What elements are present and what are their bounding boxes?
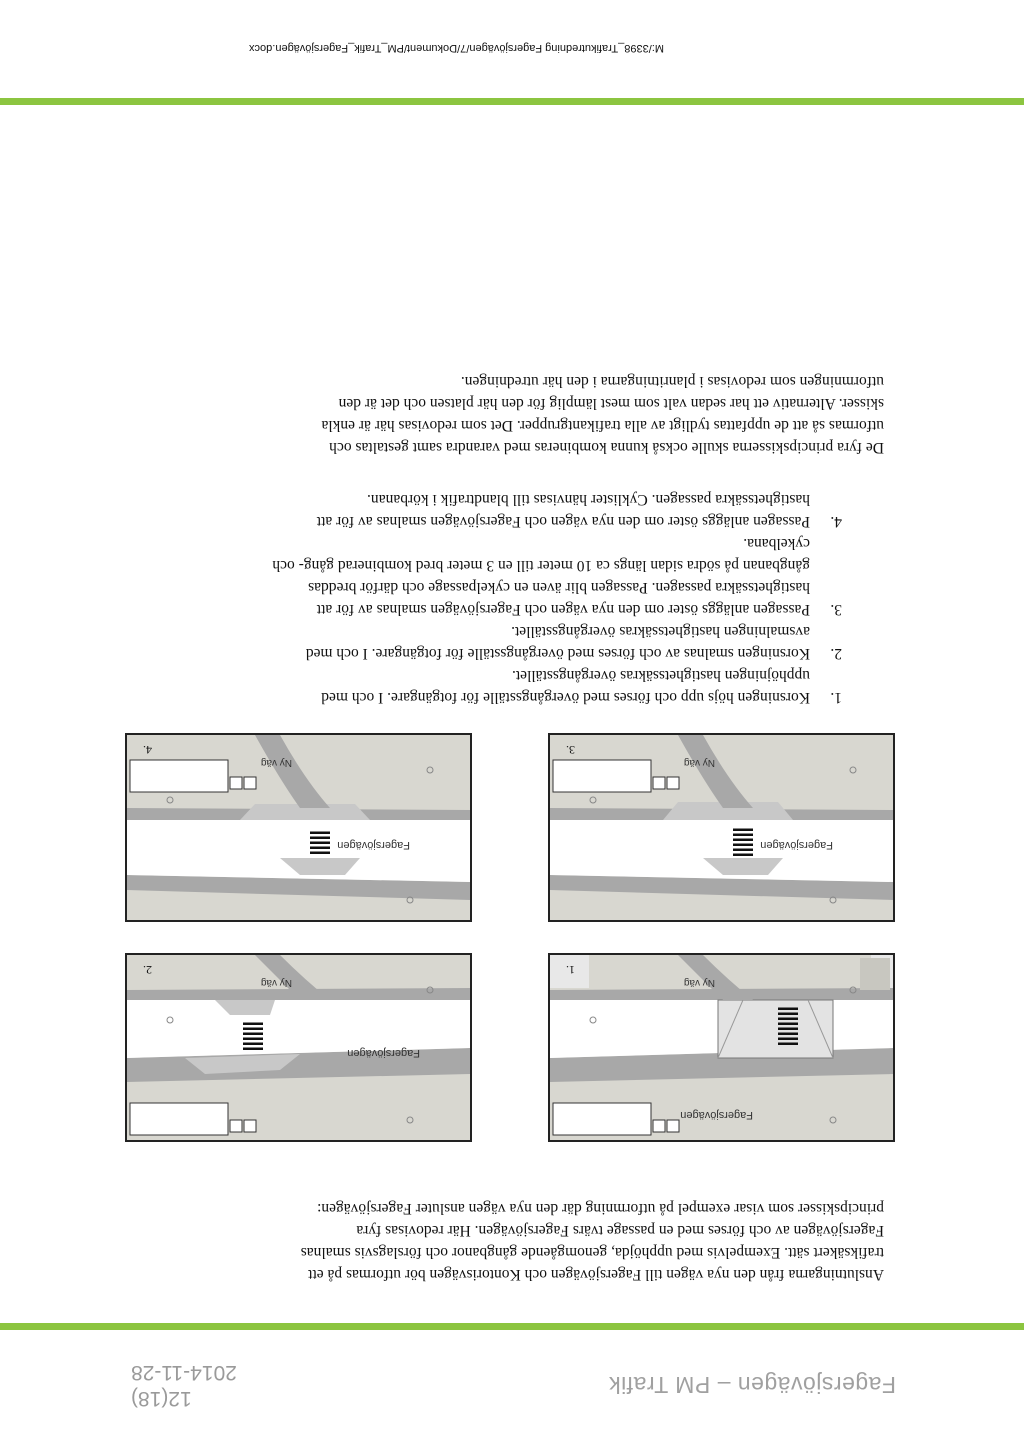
- list-item-line: avsmalningen hastighetssäkras övergångsstället.: [511, 623, 810, 640]
- list-item: [162, 532, 842, 620]
- zebra-stripe: [310, 832, 330, 835]
- sketch-figure-4: [125, 733, 472, 922]
- figure-number: 1.: [566, 963, 575, 977]
- list-item-line: Korsningen höjs upp och förses med övergångsställe för fotgängare. I och med: [321, 689, 810, 706]
- closing-line: De fyra principskisserna skulle också kunna kombineras med varandra samt gestaltas och: [329, 439, 884, 456]
- list-item-line: Passagen anläggs öster om den nya vägen och Fagersjövägen smalnas av för att: [316, 513, 810, 530]
- sketch-figure-2: [125, 953, 472, 1142]
- sketch-figure-1: [548, 953, 895, 1142]
- list-item-number: 4.: [830, 513, 842, 530]
- road-label: Fagersjövägen: [337, 839, 410, 851]
- option-list: [162, 488, 842, 708]
- list-item-line: cykelbana.: [743, 535, 810, 552]
- new-road-label: Ny väg: [683, 977, 715, 988]
- zebra-stripe: [243, 1043, 263, 1046]
- road-label: Fagersjövägen: [760, 839, 833, 851]
- zebra-stripe: [733, 834, 753, 837]
- zebra-stripe: [733, 844, 753, 847]
- list-item: [162, 664, 842, 708]
- zebra-stripe: [778, 1018, 798, 1021]
- zebra-stripe: [243, 1048, 263, 1051]
- figure-number: 3.: [566, 743, 575, 757]
- zebra-stripe: [243, 1033, 263, 1036]
- top-divider: [0, 1323, 1024, 1330]
- closing-line: skisser. Alternativ ett har sedan valt som mest lämplig för den här platsen och det är den: [338, 395, 884, 412]
- intro-paragraph: [164, 1197, 884, 1285]
- list-item: [162, 488, 842, 532]
- intro-line: trafiksäkert sätt. Exempelvis med upphöjda, genomgående gångbanor och förslagsvis smalnas: [300, 1244, 884, 1261]
- intro-line: Anslutningarna från den nya vägen till Fagersjövägen och Kontorisvägen bör utformas på ett: [308, 1266, 884, 1283]
- figure-number: 4.: [143, 743, 152, 757]
- zebra-stripe: [243, 1028, 263, 1031]
- zebra-stripe: [733, 829, 753, 832]
- list-item-number: 1.: [830, 689, 842, 706]
- document-date: 2014-11-28: [131, 1361, 237, 1384]
- zebra-stripe: [778, 1043, 798, 1046]
- zebra-stripe: [778, 1023, 798, 1026]
- list-item-line: gångbanan på södra sidan längs ca 10 meter till en 3 meter bred kombinerad gång- och: [272, 557, 810, 574]
- zebra-stripe: [733, 854, 753, 857]
- zebra-stripe: [310, 852, 330, 855]
- figure-number: 2.: [143, 963, 152, 977]
- zebra-stripe: [310, 847, 330, 850]
- page-number: 12(18): [131, 1387, 192, 1410]
- zebra-stripe: [778, 1008, 798, 1011]
- zebra-stripe: [310, 837, 330, 840]
- zebra-stripe: [778, 1013, 798, 1016]
- list-item-line: Korsningen smalnas av och förses med övergångsställe för fotgängare. I och med: [305, 645, 810, 662]
- new-road-label: Ny väg: [260, 977, 292, 988]
- intro-line: Fagersjövägen av och förses med en passage tvärs Fagersjövägen. Här redovisas fyra: [356, 1222, 884, 1239]
- new-road-label: Ny väg: [683, 757, 715, 768]
- new-road-label: Ny väg: [260, 757, 292, 768]
- road-label: Fagersjövägen: [347, 1047, 420, 1059]
- zebra-stripe: [733, 849, 753, 852]
- zebra-stripe: [778, 1038, 798, 1041]
- list-item-line: Passagen anläggs öster om den nya vägen och Fagersjövägen smalnas av för att: [316, 601, 810, 618]
- intro-line: principskisser som visar exempel på utformning där den nya vägen ansluter Fagersjövägen:: [317, 1200, 884, 1217]
- zebra-stripe: [243, 1038, 263, 1041]
- list-item-number: 3.: [830, 601, 842, 618]
- closing-line: utformningen som redovisas i planritningarna i den här utredningen.: [460, 373, 884, 390]
- list-item: [162, 620, 842, 664]
- list-item-line: hastighetssäkra passagen. Cyklister hänvisas till blandtrafik i körbanan.: [367, 491, 810, 508]
- zebra-stripe: [310, 842, 330, 845]
- list-item-line: upphöjningen hastighetssäkras övergångsstället.: [511, 667, 810, 684]
- closing-line: utformas så att de uppfattas tydligt av alla trafikantgrupper. Det som redovisas här är enkla: [321, 417, 884, 434]
- bottom-divider: [0, 98, 1024, 105]
- document-title: Fagersjövägen – PM Trafik: [608, 1372, 896, 1398]
- date-and-page: [131, 1359, 361, 1411]
- list-item-number: 2.: [830, 645, 842, 662]
- closing-paragraph: [164, 370, 884, 458]
- road-label: Fagersjövägen: [680, 1109, 753, 1121]
- zebra-stripe: [243, 1023, 263, 1026]
- zebra-stripe: [733, 839, 753, 842]
- sketch-figure-3: [548, 733, 895, 922]
- zebra-stripe: [778, 1028, 798, 1031]
- file-path: M:/3398_Trafikutredning Fagersjövägen/7/Dokument/PM_Trafik_Fagersjövägen.docx: [249, 42, 664, 54]
- list-item-line: hastighetssäkra passagen. Passagen blir även en cykelpassage och därför breddas: [308, 579, 810, 596]
- zebra-stripe: [778, 1033, 798, 1036]
